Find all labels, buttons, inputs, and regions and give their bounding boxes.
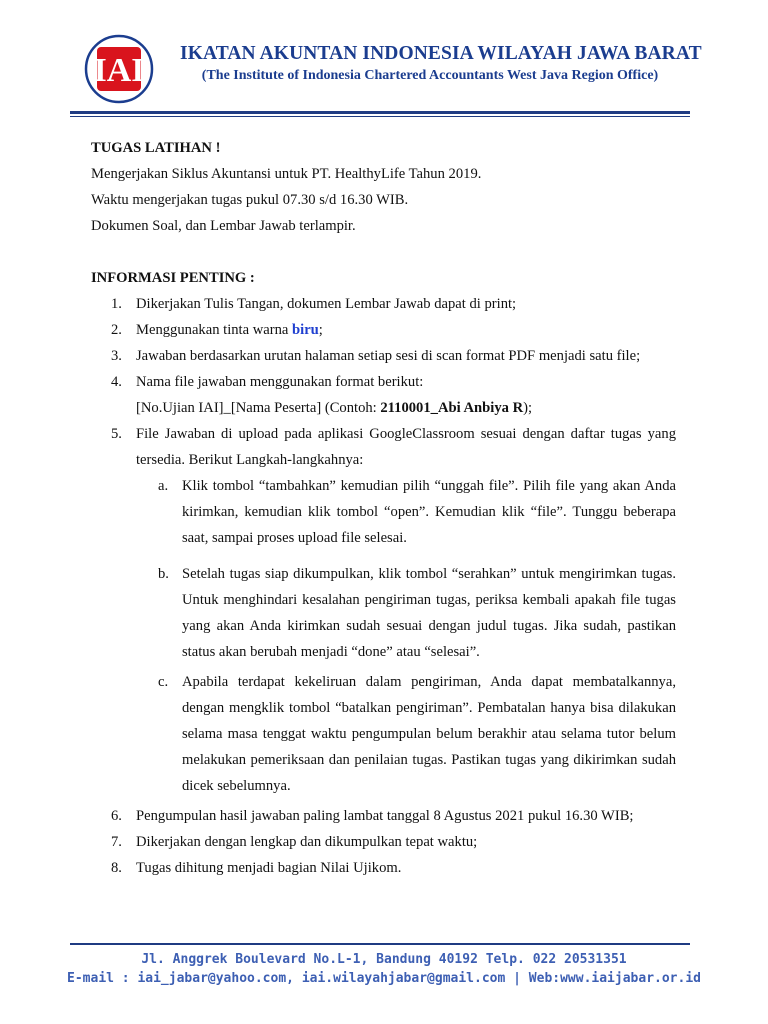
footer-contact: E-mail : iai_jabar@yahoo.com, iai.wilayahjabar@gmail.com | Web:www.iaijabar.or.id [67, 971, 701, 986]
iai-logo [83, 33, 155, 105]
task-line: Dokumen Soal, dan Lembar Jawab terlampir. [91, 218, 356, 234]
subitem-a: Klik tombol “tambahkan” kemudian pilih “unggah file”. Pilih file yang akan Anda kirimkan, kemudian klik tombol “open”. Kemudian klik “file”. Tunggu beberapa saat, sampai proses upload file selesai. [182, 478, 676, 546]
task-heading: TUGAS LATIHAN ! [91, 140, 221, 156]
footer-rule [70, 943, 690, 945]
list-item: Dikerjakan Tulis Tangan, dokumen Lembar Jawab dapat di print; [136, 296, 517, 312]
list-item: Nama file jawaban menggunakan format berikut: [136, 374, 424, 390]
subitem-c: Apabila terdapat kekeliruan dalam pengiriman, Anda dapat membatalkannya, dengan mengklik tombol “batalkan pengiriman”. Pembatalan hanya bisa dilakukan selama masa tenggat waktu pengumpulan belum berakhir atau selama tutor belum melakukan pemeriksaan dan penilaian tugas. Pastikan tugas yang dikirimkan sudah dicek sebelumnya. [182, 674, 676, 794]
item-number: 3. [111, 348, 122, 364]
list-item: File Jawaban di upload pada aplikasi GoogleClassroom sesuai dengan daftar tugas yang [136, 426, 676, 442]
subitem-b: Setelah tugas siap dikumpulkan, klik tombol “serahkan” untuk mengirimkan tugas. Untuk menghindari kesalahan pengiriman tugas, periksa kembali apakah file tugas yang akan Anda kirimkan sudah sesuai dengan judul tugas. Jika sudah, pastikan status akan berubah menjadi “done” atau “selesai”. [182, 566, 676, 660]
list-item: Pengumpulan hasil jawaban paling lambat tanggal 8 Agustus 2021 pukul 16.30 WIB; [136, 808, 634, 824]
header-rule-thick [70, 111, 690, 114]
organization-subtitle: (The Institute of Indonesia Chartered Accountants West Java Region Office) [201, 68, 659, 83]
list-item: Menggunakan tinta warna biru; [136, 322, 323, 338]
item-number: 4. [111, 374, 122, 390]
highlight-blue: biru [292, 322, 319, 338]
header-rule-thin [70, 116, 690, 117]
organization-title: IKATAN AKUNTAN INDONESIA WILAYAH JAWA BARAT [180, 43, 702, 64]
item-number: 8. [111, 860, 122, 876]
item-number: 5. [111, 426, 122, 442]
item-number: 1. [111, 296, 122, 312]
info-heading: INFORMASI PENTING : [91, 270, 255, 286]
subitem-letter: a. [158, 478, 169, 494]
item-number: 2. [111, 322, 122, 338]
task-line: Waktu mengerjakan tugas pukul 07.30 s/d 16.30 WIB. [91, 192, 409, 208]
subitem-letter: c. [158, 674, 169, 690]
item-number: 6. [111, 808, 122, 824]
logo-text: IAI [93, 52, 145, 89]
list-item: Tugas dihitung menjadi bagian Nilai Ujikom. [136, 860, 402, 876]
list-item-continuation: tersedia. Berikut Langkah-langkahnya: [136, 452, 364, 468]
footer-address: Jl. Anggrek Boulevard No.L-1, Bandung 40192 Telp. 022 20531351 [141, 952, 627, 967]
list-item-continuation: [No.Ujian IAI]_[Nama Peserta] (Contoh: 2110001_Abi Anbiya R); [136, 400, 533, 416]
subitem-letter: b. [158, 566, 169, 582]
filename-example: 2110001_Abi Anbiya R [380, 400, 524, 416]
list-item: Dikerjakan dengan lengkap dan dikumpulkan tepat waktu; [136, 834, 478, 850]
task-line: Mengerjakan Siklus Akuntansi untuk PT. HealthyLife Tahun 2019. [91, 166, 482, 182]
item-number: 7. [111, 834, 122, 850]
list-item: Jawaban berdasarkan urutan halaman setiap sesi di scan format PDF menjadi satu file; [136, 348, 641, 364]
